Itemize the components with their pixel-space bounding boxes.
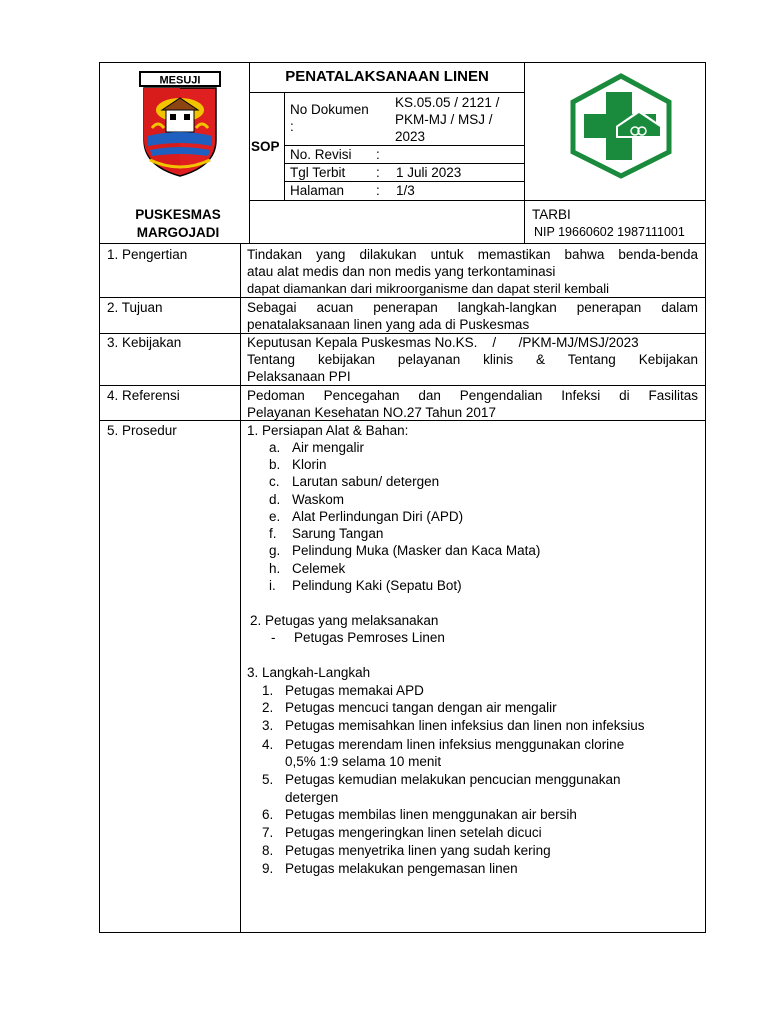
institution-name-line2: MARGOJADI (136, 225, 220, 240)
list-item-number: 4. (262, 737, 274, 752)
petugas-dash: - (271, 630, 276, 645)
referensi-line1: Pedoman Pencegahan dan Pengendalian Infeksi di Fasilitas (247, 388, 698, 403)
kebijakan-line3: Pelaksanaan PPI (247, 369, 351, 384)
list-item: Petugas melakukan pengemasan linen (285, 861, 518, 876)
petugas-item: Petugas Pemroses Linen (294, 630, 445, 645)
referensi-label: 4. Referensi (107, 388, 180, 403)
puskesmas-logo (566, 72, 676, 180)
list-item: Air mengalir (292, 440, 365, 455)
page-colon: : (376, 183, 380, 198)
doc-number-colon: : (290, 119, 294, 134)
list-item-letter: c. (269, 474, 280, 489)
list-item-letter: i. (269, 578, 276, 593)
kebijakan-line2: Tentang kebijakan pelayanan klinis & Tentang Kebijakan (247, 352, 698, 367)
list-item-number: 5. (262, 772, 274, 787)
list-item: Petugas mengeringkan linen setelah dicuci (285, 825, 542, 840)
sop-label: SOP (251, 139, 280, 154)
signer-name: TARBI (532, 207, 571, 222)
doc-number-value-line3: 2023 (395, 129, 426, 144)
issue-date-colon: : (376, 165, 380, 180)
list-item: Petugas merendam linen infeksius menggunakan clorine (285, 737, 625, 752)
prosedur-label: 5. Prosedur (107, 423, 177, 438)
list-item-letter: f. (269, 526, 277, 541)
pengertian-line1: Tindakan yang dilakukan untuk memastikan bahwa benda-benda (247, 247, 698, 262)
revision-colon: : (376, 147, 380, 162)
doc-number-value-line1: KS.05.05 / 2121 / (395, 95, 500, 110)
kebijakan-line1: Keputusan Kepala Puskesmas No.KS. / /PKM-MJ/MSJ/2023 (247, 335, 639, 350)
list-item-letter: d. (269, 492, 281, 507)
revision-label: No. Revisi (290, 147, 352, 162)
document-title: PENATALAKSANAAN LINEN (285, 68, 489, 85)
doc-number-value-line2: PKM-MJ / MSJ / (395, 112, 493, 127)
list-item-number: 3. (262, 718, 274, 733)
list-item: Petugas mencuci tangan dengan air mengalir (285, 700, 557, 715)
list-item: Alat Perlindungan Diri (APD) (292, 509, 464, 524)
list-item: Pelindung Kaki (Sepatu Bot) (292, 578, 462, 593)
list-item-number: 7. (262, 825, 274, 840)
list-item-letter: h. (269, 561, 281, 576)
list-item: Petugas memakai APD (285, 683, 424, 698)
list-item: Sarung Tangan (292, 526, 384, 541)
logo-text: MESUJI (159, 74, 201, 87)
pengertian-label: 1. Pengertian (107, 247, 188, 262)
list-item-letter: g. (269, 543, 281, 558)
persiapan-title: 1. Persiapan Alat & Bahan: (247, 423, 409, 438)
list-item-number: 9. (262, 861, 274, 876)
list-item-number: 8. (262, 843, 274, 858)
tujuan-label: 2. Tujuan (107, 300, 163, 315)
tujuan-line1: Sebagai acuan penerapan langkah-langkan penerapan dalam (247, 300, 698, 315)
list-item-letter: e. (269, 509, 281, 524)
list-item: Celemek (292, 561, 346, 576)
list-item: Petugas memisahkan linen infeksius dan linen non infeksius (285, 718, 645, 733)
page-value: 1/3 (396, 183, 415, 198)
list-item-number: 6. (262, 807, 274, 822)
list-item-continuation: 0,5% 1:9 selama 10 menit (285, 754, 442, 769)
list-item: Petugas membilas linen menggunakan air bersih (285, 807, 577, 822)
issue-date-value: 1 Juli 2023 (396, 165, 462, 180)
list-item: Klorin (292, 457, 327, 472)
list-item: Waskom (292, 492, 345, 507)
institution-name-line1: PUSKESMAS (135, 207, 221, 222)
list-item-letter: b. (269, 457, 281, 472)
list-item: Larutan sabun/ detergen (292, 474, 440, 489)
list-item-number: 2. (262, 700, 274, 715)
tujuan-line2: penatalaksanaan linen yang ada di Puskesmas (247, 317, 530, 332)
list-item-continuation: detergen (285, 790, 339, 805)
kebijakan-label: 3. Kebijakan (107, 335, 182, 350)
signer-nip: NIP 19660602 1987111001 (534, 225, 685, 239)
mesuji-logo (136, 70, 224, 180)
list-item-letter: a. (269, 440, 281, 455)
list-item: Petugas menyetrika linen yang sudah kering (285, 843, 551, 858)
list-item: Pelindung Muka (Masker dan Kaca Mata) (292, 543, 541, 558)
list-item: Petugas kemudian melakukan pencucian menggunakan (285, 772, 621, 787)
doc-number-label: No Dokumen (290, 102, 369, 117)
pengertian-line2: atau alat medis dan non medis yang terkontaminasi (247, 264, 556, 279)
pengertian-line3: dapat diamankan dari mikroorganisme dan dapat steril kembali (247, 281, 610, 296)
list-item-number: 1. (262, 683, 274, 698)
langkah-title: 3. Langkah-Langkah (247, 665, 371, 680)
issue-date-label: Tgl Terbit (290, 165, 346, 180)
page-label: Halaman (290, 183, 345, 198)
referensi-line2: Pelayanan Kesehatan NO.27 Tahun 2017 (247, 405, 496, 420)
petugas-title: 2. Petugas yang melaksanakan (250, 613, 439, 628)
